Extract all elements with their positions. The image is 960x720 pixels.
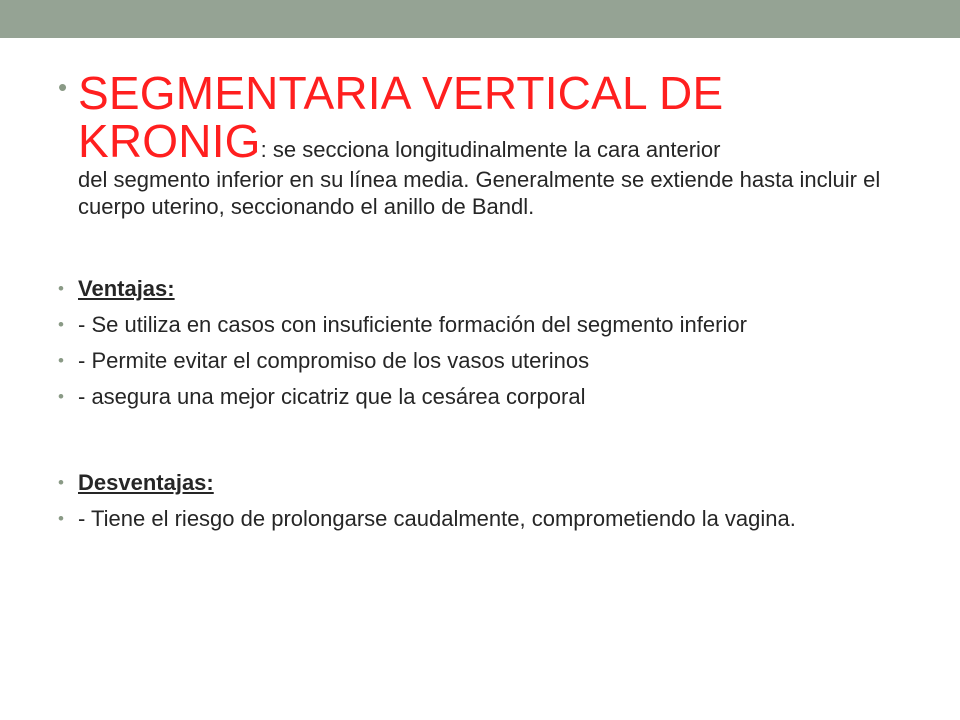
bullet-dot: • — [58, 351, 64, 370]
ventajas-item: - Se utiliza en casos con insuficiente formación del segmento inferior — [78, 312, 747, 337]
heading-line-1: SEGMENTARIA VERTICAL DE — [78, 67, 724, 119]
bullet-dot: • — [58, 509, 64, 528]
bullet-dot: • — [58, 473, 64, 492]
bullet-ventajas-item-2 — [58, 384, 928, 410]
desventajas-item: - Tiene el riesgo de prolongarse caudalmente, comprometiendo la vagina. — [78, 506, 796, 531]
bullet-dot: • — [58, 72, 68, 102]
bullet-dot: • — [58, 387, 64, 406]
slide-content — [58, 67, 928, 532]
ventajas-item: - Permite evitar el compromiso de los vasos uterinos — [78, 348, 590, 373]
desventajas-label: Desventajas: — [78, 470, 214, 495]
top-decorative-band — [0, 0, 960, 38]
heading-kronig: KRONIG — [78, 115, 261, 167]
ventajas-label: Ventajas: — [78, 276, 175, 301]
ventajas-item: - asegura una mejor cicatriz que la cesárea corporal — [78, 384, 586, 409]
bullet-desventajas-label — [58, 470, 928, 496]
bullet-ventajas-item-1 — [58, 348, 928, 374]
bullet-desventajas-item-0 — [58, 506, 908, 532]
bullet-ventajas-item-0 — [58, 312, 908, 338]
heading-body: del segmento inferior en su línea media. Generalmente se extiende hasta incluir el cuerpo uterino, seccionando el anillo de Bandl. — [78, 167, 881, 219]
bullet-ventajas-label — [58, 276, 928, 302]
bullet-main — [58, 67, 928, 220]
heading-rest: : se secciona longitudinalmente la cara anterior — [260, 137, 721, 162]
bullet-dot: • — [58, 279, 64, 298]
bullet-dot: • — [58, 315, 64, 334]
